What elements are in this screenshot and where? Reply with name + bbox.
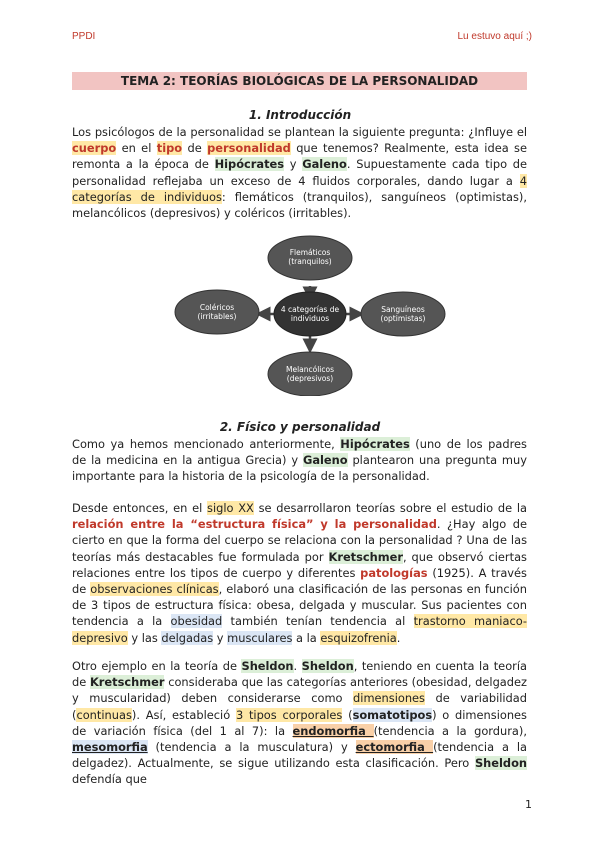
- intro-paragraph: Los psicólogos de la personalidad se plantean la siguiente pregunta: ¿Influye el cuerpo en el tipo de personalidad que tenemos? Realmente, esta idea se remonta a la época de Hipócrates y Galeno. Supuestamente cada tipo de personalidad reflejaba un exceso de 4 fluidos corporales, dando lugar a 4 categorías de individuos: flemáticos (tranquilos), sanguíneos (optimistas), melancólicos (depresivos) y coléricos (irritables).: [72, 125, 528, 221]
- node-melancolicos-sub: (depresivos): [286, 374, 334, 383]
- node-colericos-label: Coléricos: [199, 303, 235, 312]
- node-melancolicos-label: Melancólicos: [285, 365, 335, 374]
- section-heading-fisico: 2. Físico y personalidad: [219, 420, 381, 434]
- section-heading-intro: 1. Introducción: [248, 108, 352, 122]
- node-center-label: 4 categorías de: [280, 305, 340, 314]
- temperaments-diagram: [170, 228, 450, 396]
- fisico-paragraph-3: Otro ejemplo en la teoría de Sheldon. Sheldon, teniendo en cuenta la teoría de Kretschmer consideraba que las categorías anteriores (obesidad, delgadez y muscularidad) deben considerarse como dimensiones de variabilidad (continuas). Así, estableció 3 tipos corporales (somatotipos) o dimensiones de variación física (del 1 al 7): la endomorfia (tendencia a la gordura), mesomorfia (tendencia a la musculatura) y ectomorfia (tendencia a la delgadez). Actualmente, se sigue utilizando esta clasificación. Pero Sheldon defendía que: [72, 659, 528, 787]
- header-right: Lu estuvo aquí ;): [457, 31, 532, 42]
- header-left: PPDI: [72, 31, 96, 42]
- page-number: 1: [525, 798, 532, 811]
- page-title: TEMA 2: TEORÍAS BIOLÓGICAS DE LA PERSONALIDAD: [72, 72, 527, 90]
- node-center-sub: individuos: [290, 314, 330, 323]
- node-flematicos-label: Flemáticos: [289, 248, 331, 257]
- node-sanguineos-label: Sanguíneos: [381, 305, 425, 314]
- node-sanguineos-sub: (optimistas): [380, 314, 426, 323]
- fisico-paragraph-1: Como ya hemos mencionado anteriormente, Hipócrates (uno de los padres de la medicina en la antigua Grecia) y Galeno plantearon una pregunta muy importante para la historia de la psicología de la personalidad.: [72, 437, 527, 484]
- node-flematicos-sub: (tranquilos): [288, 257, 332, 266]
- fisico-paragraph-2: Desde entonces, en el siglo XX se desarrollaron teorías sobre el estudio de la relación entre la “estructura física” y la personalidad. ¿Hay algo de cierto en que la forma del cuerpo se relaciona con la personalidad ? Una de las teorías más destacables fue formulada por Kretschmer, que observó ciertas relaciones entre los tipos de cuerpo y diferentes patologías (1925). A través de observaciones clínicas, elaboró una clasificación de las personas en función de 3 tipos de estructura física: obesa, delgada y muscular. Sus pacientes con tendencia a la obesidad también tenían tendencia al trastorno maniaco-depresivo y las delgadas y musculares a la esquizofrenia.: [72, 501, 527, 645]
- node-colericos-sub: (irritables): [197, 312, 237, 321]
